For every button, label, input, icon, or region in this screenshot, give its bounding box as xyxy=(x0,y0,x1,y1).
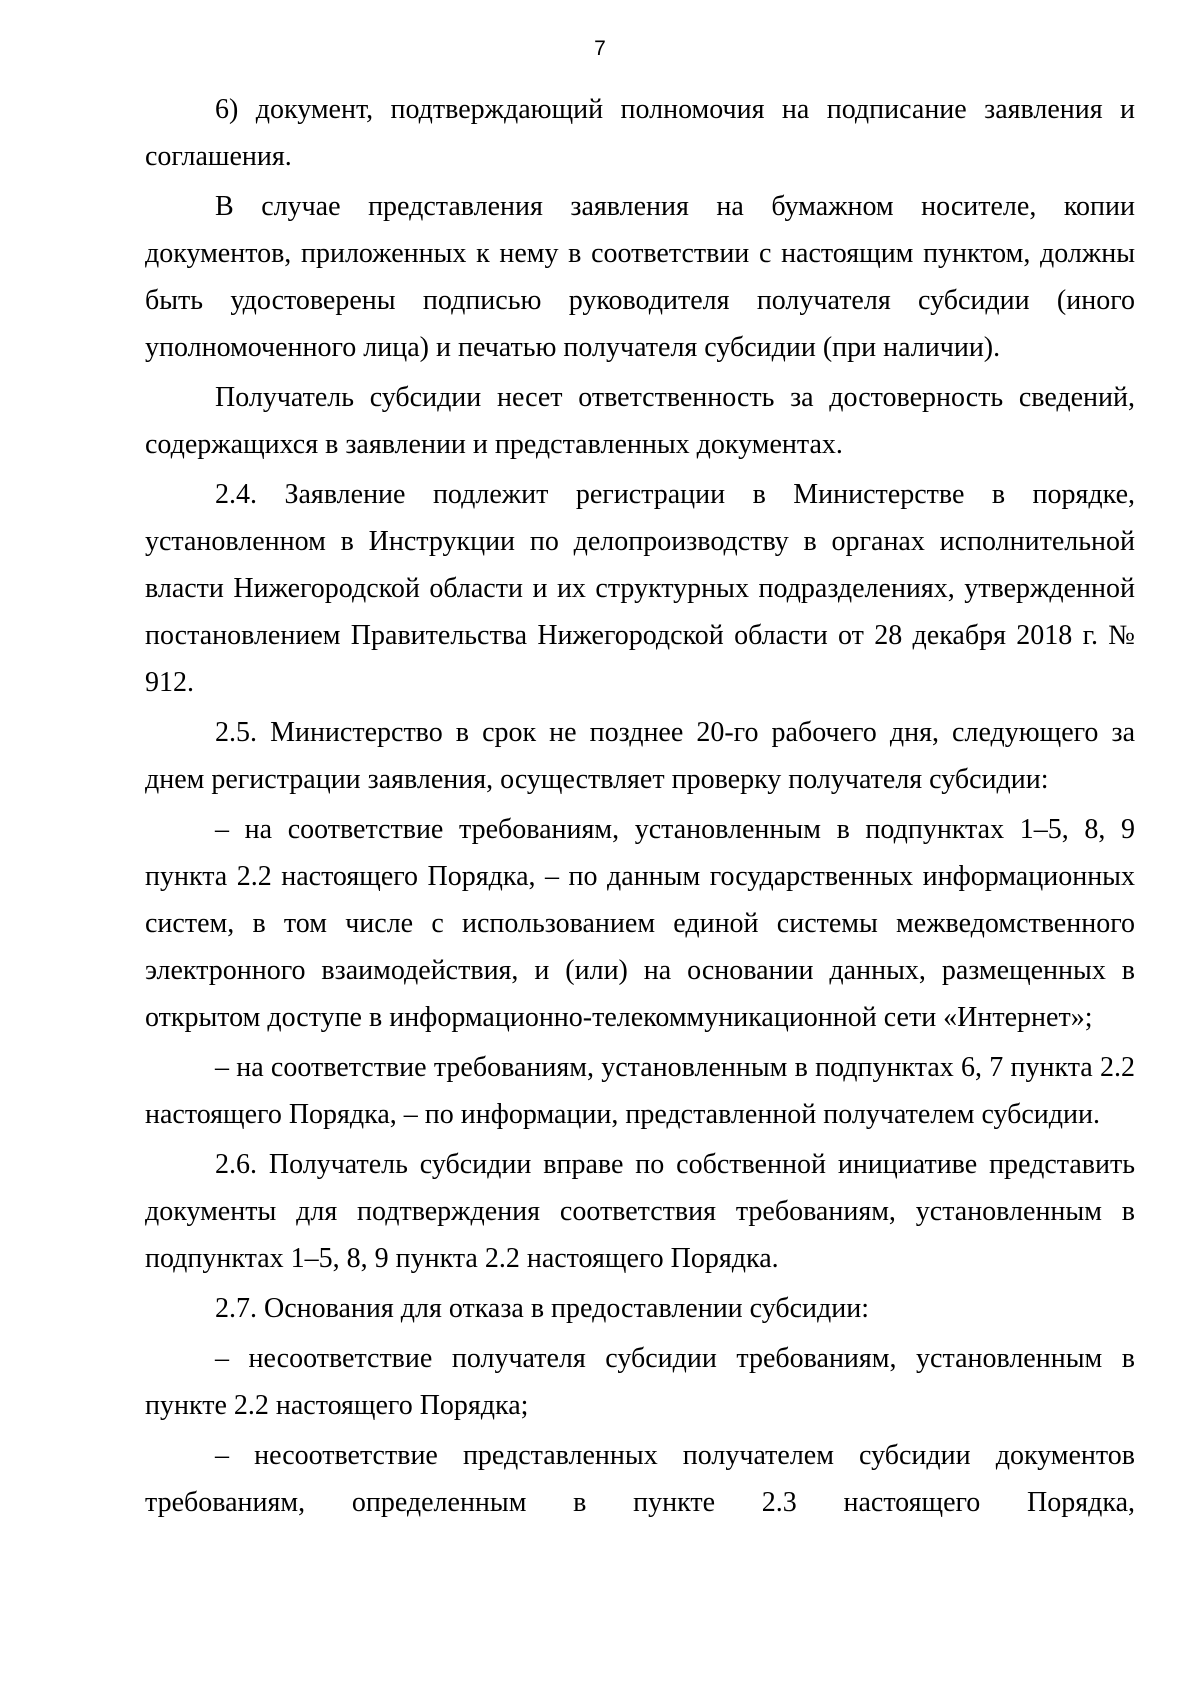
paragraph-section-2-6: 2.6. Получатель субсидии вправе по собственной инициативе представить документы для подтверждения соответствия требованиям, установленным в подпунктах 1–5, 8, 9 пункта 2.2 настоящего Порядка. xyxy=(145,1149,1135,1274)
paragraph-refusal-reason-1: – несоответствие получателя субсидии требованиям, установленным в пункте 2.2 настоящего Порядка; xyxy=(145,1343,1135,1421)
paragraph-paper-copies: В случае представления заявления на бумажном носителе, копии документов, приложенных к нему в соответствии с настоящим пунктом, должны быть удостоверены подписью руководителя получателя субсидии (иного уполномоченного лица) и печатью получателя субсидии (при наличии). xyxy=(145,191,1135,363)
paragraph-document-list-item-6: 6) документ, подтверждающий полномочия на подписание заявления и соглашения. xyxy=(145,94,1135,172)
paragraph-responsibility: Получатель субсидии несет ответственность за достоверность сведений, содержащихся в заявлении и представленных документах. xyxy=(145,382,1135,460)
paragraph-section-2-7: 2.7. Основания для отказа в предоставлении субсидии: xyxy=(215,1293,870,1324)
paragraph-refusal-reason-2: – несоответствие представленных получателем субсидии документов требованиям, определенным в пункте 2.3 настоящего Порядка, xyxy=(145,1440,1135,1518)
paragraph-section-2-5: 2.5. Министерство в срок не позднее 20-го рабочего дня, следующего за днем регистрации заявления, осуществляет проверку получателя субсидии: xyxy=(145,717,1135,795)
paragraph-check-requirements-2: – на соответствие требованиям, установленным в подпунктах 6, 7 пункта 2.2 настоящего Порядка, – по информации, представленной получателем субсидии. xyxy=(145,1052,1135,1130)
document-body xyxy=(145,86,1135,1529)
paragraph-section-2-4: 2.4. Заявление подлежит регистрации в Министерстве в порядке, установленном в Инструкции по делопроизводству в органах исполнительной власти Нижегородской области и их структурных подразделениях, утвержденной постановлением Правительства Нижегородской области от 28 декабря 2018 г. № 912. xyxy=(145,479,1135,698)
paragraph-check-requirements-1: – на соответствие требованиям, установленным в подпунктах 1–5, 8, 9 пункта 2.2 настоящего Порядка, – по данным государственных информационных систем, в том числе с использованием единой системы межведомственного электронного взаимодействия, и (или) на основании данных, размещенных в открытом доступе в информационно-телекоммуникационной сети «Интернет»; xyxy=(145,814,1135,1033)
page-number: 7 xyxy=(594,37,606,60)
